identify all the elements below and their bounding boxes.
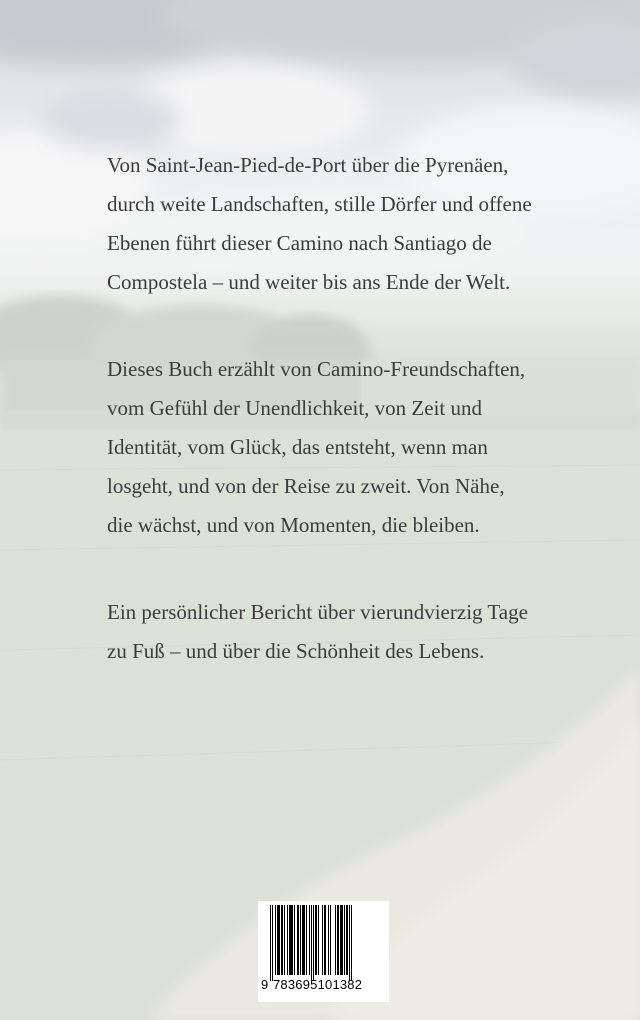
barcode-bar <box>322 905 323 975</box>
blurb-line: losgeht, und von der Reise zu zweit. Von Nähe, <box>107 474 505 498</box>
barcode-bar <box>344 905 345 975</box>
barcode-bar <box>337 905 339 975</box>
barcode-bar <box>300 905 301 975</box>
blurb-line: Compostela – und weiter bis ans Ende der Welt. <box>107 270 511 294</box>
barcode-bar <box>272 905 273 981</box>
blurb-paragraph <box>107 593 528 671</box>
barcode-bar <box>330 905 331 975</box>
barcode-bar <box>294 905 295 975</box>
barcode-bar <box>313 905 314 981</box>
blurb-line: Ebenen führt dieser Camino nach Santiago de <box>107 231 492 255</box>
barcode-bar <box>311 905 312 981</box>
barcode-bar <box>340 905 343 975</box>
barcode-bar <box>281 905 283 975</box>
blurb-line: durch weite Landschaften, stille Dörfer und offene <box>107 192 532 216</box>
blurb-paragraph <box>107 350 525 545</box>
barcode-bar <box>346 905 348 975</box>
barcode-bar <box>328 905 329 975</box>
barcode-bar <box>302 905 305 975</box>
isbn-digits: 783695101382 <box>273 977 363 992</box>
barcode-bar <box>351 905 352 981</box>
blurb-line: Identität, vom Glück, das entsteht, wenn man <box>107 435 488 459</box>
isbn-number <box>258 977 389 997</box>
barcode-bar <box>287 905 288 975</box>
barcode-bar <box>309 905 310 975</box>
blurb-line: Ein persönlicher Bericht über vierundvierzig Tage <box>107 600 528 624</box>
blurb-line: zu Fuß – und über die Schönheit des Lebens. <box>107 639 485 663</box>
blurb-line: Von Saint-Jean-Pied-de-Port über die Pyrenäen, <box>107 153 509 177</box>
blurb-line: die wächst, und von Momenten, die bleiben. <box>107 513 480 537</box>
blurb-line: Dieses Buch erzählt von Camino-Freundschaften, <box>107 357 526 381</box>
isbn-barcode <box>258 901 389 1002</box>
barcode-bar <box>275 905 276 975</box>
blurb-line: vom Gefühl der Unendlichkeit, von Zeit und <box>107 396 482 420</box>
barcode-bar <box>289 905 293 975</box>
barcode-bar <box>270 905 271 981</box>
barcode-bar <box>324 905 326 975</box>
isbn-first-digit: 9 <box>261 977 269 992</box>
blurb-paragraph <box>107 146 607 302</box>
barcode-bar <box>335 905 336 975</box>
barcode-bar <box>306 905 307 975</box>
barcode-bar <box>277 905 280 975</box>
barcode-bars <box>258 901 389 981</box>
barcode-bar <box>318 905 319 975</box>
barcode-bar <box>349 905 350 981</box>
barcode-bar <box>284 905 285 975</box>
blurb-text <box>107 146 607 663</box>
barcode-bar <box>297 905 299 975</box>
barcode-bar <box>315 905 317 975</box>
